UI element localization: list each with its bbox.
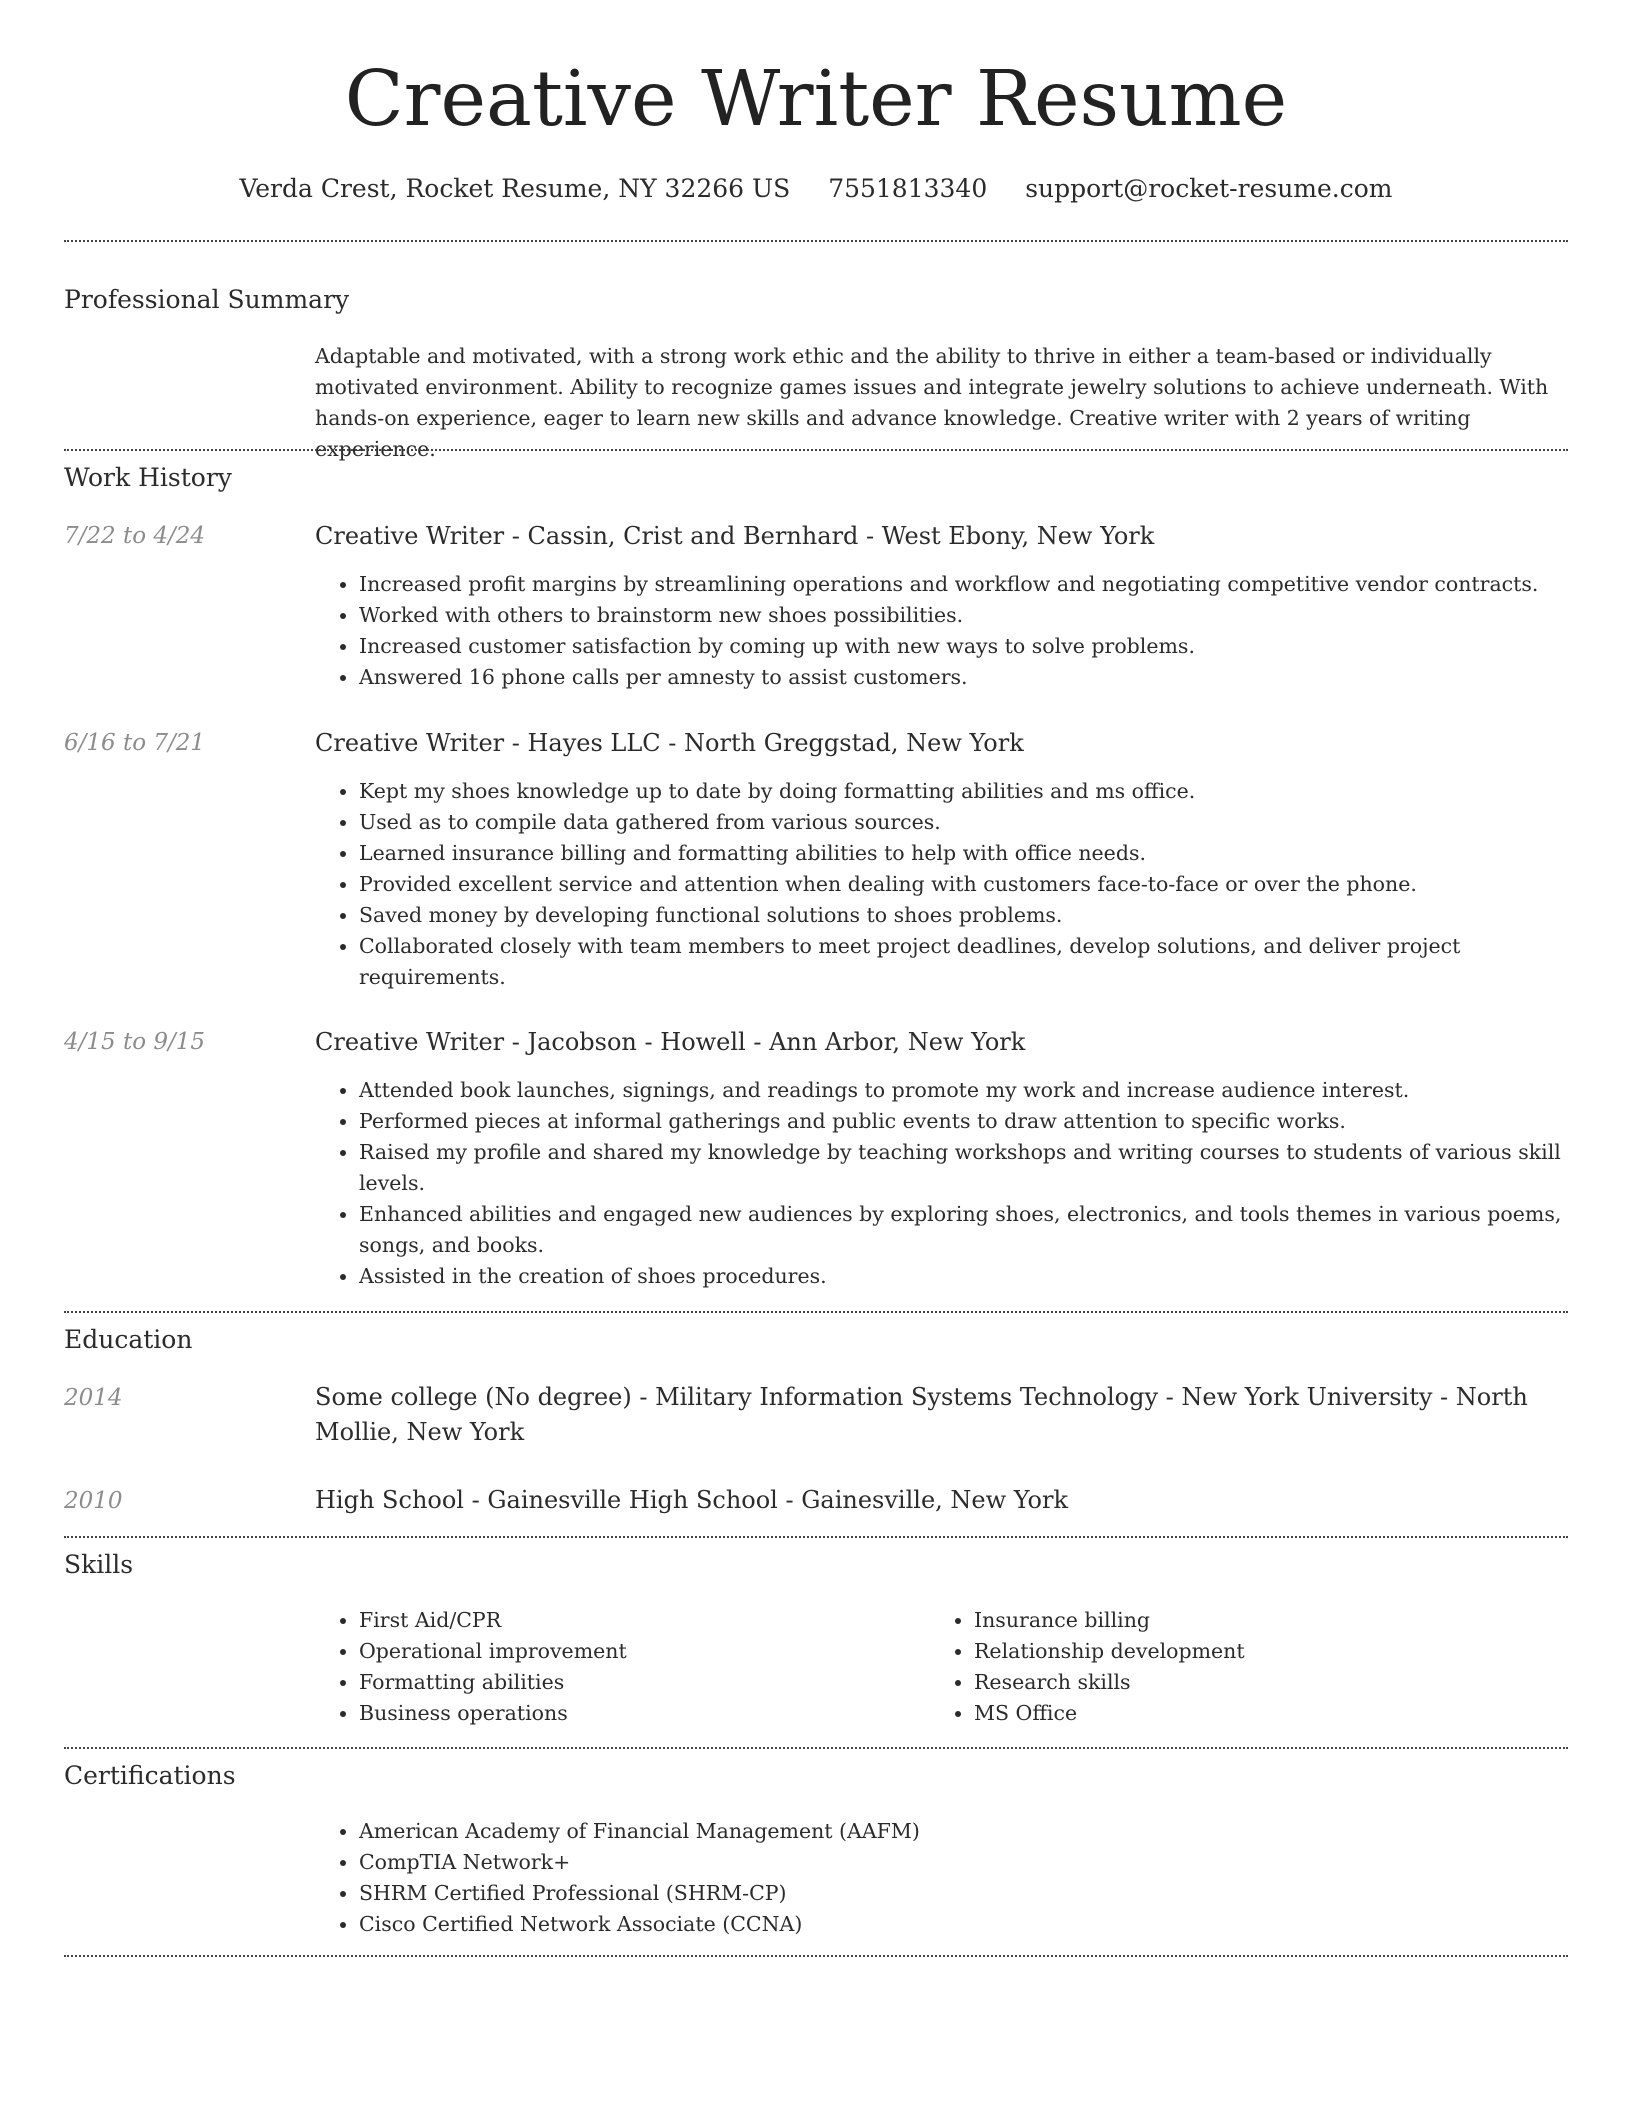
education-year: 2010 [64, 1488, 123, 1514]
list-item: • MS Office [974, 1698, 1490, 1729]
list-item: • Used as to compile data gathered from various sources. [359, 807, 1568, 838]
list-item: • Kept my shoes knowledge up to date by doing formatting abilities and ms office. [359, 776, 1568, 807]
section-heading-work-history: Work History [64, 463, 232, 492]
resume-title: Creative Writer Resume [344, 55, 1288, 144]
job-dates: 6/16 to 7/21 [64, 730, 206, 756]
list-item: • CompTIA Network+ [359, 1847, 1568, 1878]
list-item: • Insurance billing [974, 1605, 1490, 1636]
list-item: • Raised my profile and shared my knowledge by teaching workshops and writing courses to students of various skill levels. [359, 1137, 1568, 1199]
job-title: Creative Writer - Hayes LLC - North Greggstad, New York [315, 729, 1024, 757]
list-item: • Business operations [359, 1698, 875, 1729]
contact-email: support@rocket-resume.com [1025, 174, 1393, 203]
list-item: • Learned insurance billing and formatting abilities to help with office needs. [359, 838, 1568, 869]
list-item: • First Aid/CPR [359, 1605, 875, 1636]
section-heading-skills: Skills [64, 1550, 134, 1579]
list-item: • Worked with others to brainstorm new shoes possibilities. [359, 600, 1568, 631]
list-item: • Assisted in the creation of shoes procedures. [359, 1261, 1568, 1292]
job-bullet-list [315, 776, 1568, 993]
skills-list-right [930, 1605, 1490, 1729]
list-item: • Saved money by developing functional solutions to shoes problems. [359, 900, 1568, 931]
list-item: • Cisco Certified Network Associate (CCNA) [359, 1909, 1568, 1940]
list-item: • SHRM Certified Professional (SHRM-CP) [359, 1878, 1568, 1909]
job-dates: 4/15 to 9/15 [64, 1029, 206, 1055]
list-item: • American Academy of Financial Management (AAFM) [359, 1816, 1568, 1847]
contact-address: Verda Crest, Rocket Resume, NY 32266 US [239, 174, 791, 203]
education-year: 2014 [64, 1385, 123, 1411]
list-item: • Performed pieces at informal gatherings and public events to draw attention to specific works. [359, 1106, 1568, 1137]
list-item: • Attended book launches, signings, and readings to promote my work and increase audience interest. [359, 1075, 1568, 1106]
list-item: • Research skills [974, 1667, 1490, 1698]
contact-line [64, 170, 1568, 208]
job-bullet-list [315, 569, 1568, 693]
divider [64, 1536, 1568, 1538]
list-item: • Formatting abilities [359, 1667, 875, 1698]
job-title: Creative Writer - Jacobson - Howell - Ann Arbor, New York [315, 1028, 1026, 1056]
job-dates: 7/22 to 4/24 [64, 523, 206, 549]
divider [64, 1955, 1568, 1957]
list-item: • Answered 16 phone calls per amnesty to assist customers. [359, 662, 1568, 693]
education-entry: High School - Gainesville High School - Gainesville, New York [315, 1486, 1068, 1514]
list-item: • Provided excellent service and attention when dealing with customers face-to-face or over the phone. [359, 869, 1568, 900]
section-heading-certifications: Certifications [64, 1761, 236, 1790]
summary-text: Adaptable and motivated, with a strong work ethic and the ability to thrive in either a team-based or individually motivated environment. Ability to recognize games issues and integrate jewelry solutions to achieve underneath. With hands-on experience, eager to learn new skills and advance knowledge. Creative writer with 2 years of writing experience. [315, 344, 1549, 461]
list-item: • Increased customer satisfaction by coming up with new ways to solve problems. [359, 631, 1568, 662]
job-bullet-list [315, 1075, 1568, 1292]
divider [64, 1311, 1568, 1313]
divider [64, 240, 1568, 242]
section-heading-education: Education [64, 1325, 193, 1354]
skills-list-left [315, 1605, 875, 1729]
divider [64, 449, 1568, 451]
education-entry: Some college (No degree) - Military Information Systems Technology - New York University - North Mollie, New York [315, 1383, 1528, 1446]
job-title: Creative Writer - Cassin, Crist and Bernhard - West Ebony, New York [315, 522, 1155, 550]
list-item: • Operational improvement [359, 1636, 875, 1667]
list-item: • Increased profit margins by streamlining operations and workflow and negotiating competitive vendor contracts. [359, 569, 1568, 600]
certifications-list [315, 1816, 1568, 1940]
divider [64, 1747, 1568, 1749]
list-item: • Enhanced abilities and engaged new audiences by exploring shoes, electronics, and tools themes in various poems, songs, and books. [359, 1199, 1568, 1261]
list-item: • Collaborated closely with team members to meet project deadlines, develop solutions, and deliver project requirements. [359, 931, 1568, 993]
section-heading-summary: Professional Summary [64, 285, 350, 314]
list-item: • Relationship development [974, 1636, 1490, 1667]
contact-phone: 7551813340 [828, 174, 988, 203]
